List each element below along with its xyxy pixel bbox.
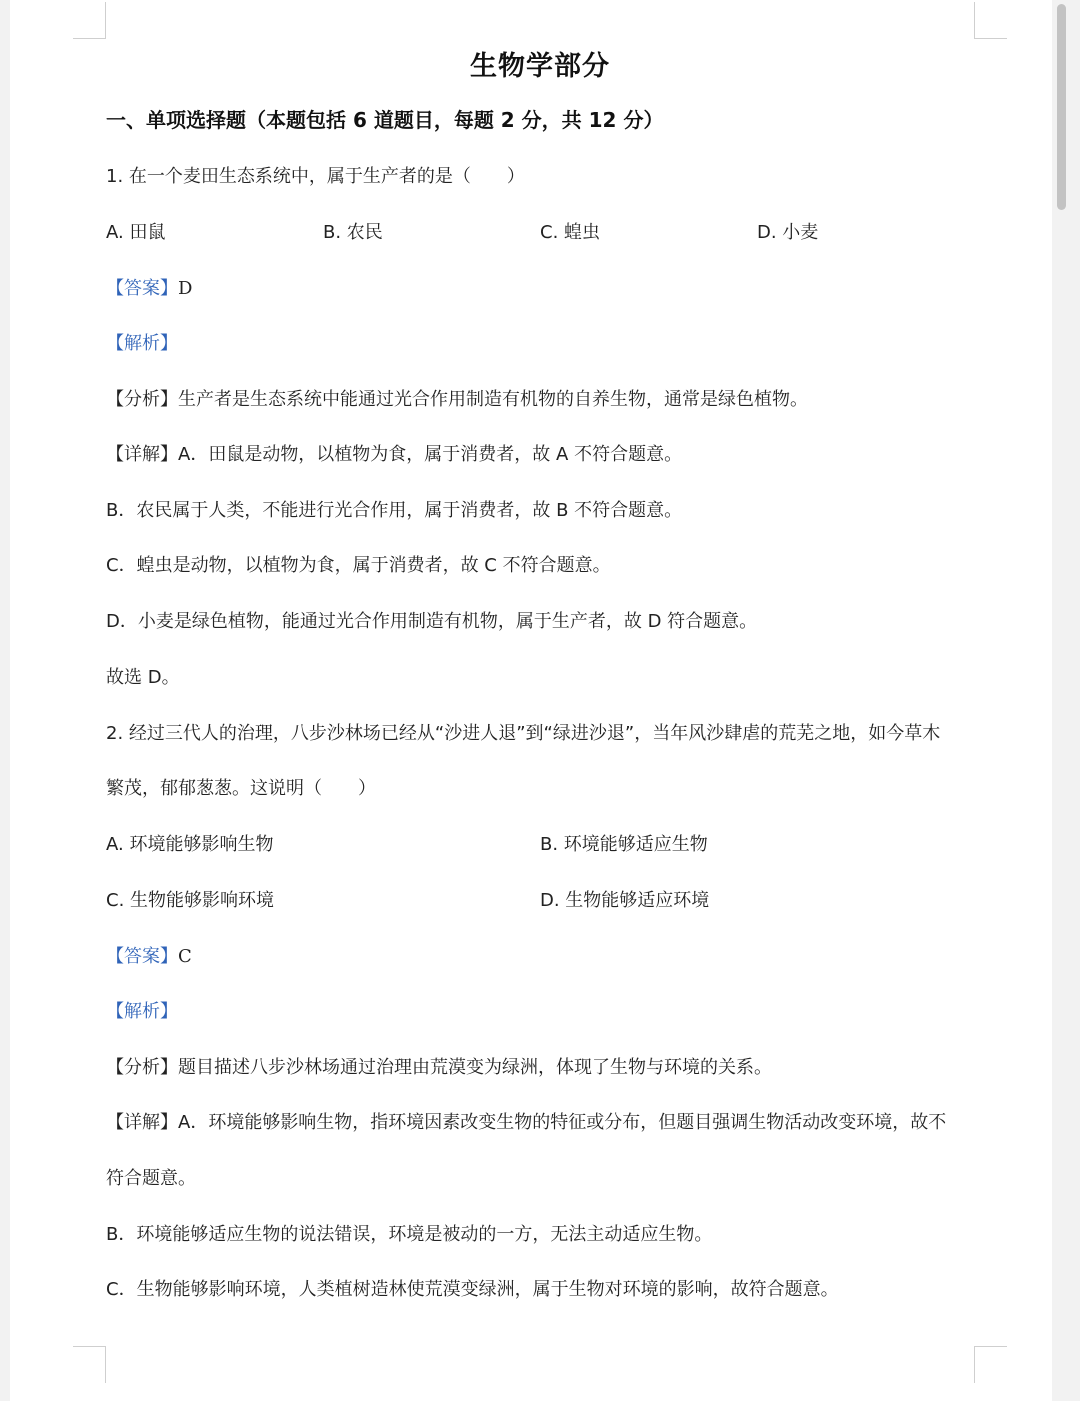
question-1-option-b: B. 农民 (323, 222, 383, 243)
page-corner-mark-top-left (73, 2, 106, 39)
question-1-analysis-tag: 【解析】 (106, 333, 178, 354)
question-1-explanation-line: 【分析】生产者是生态系统中能通过光合作用制造有机物的自养生物，通常是绿色植物。 (106, 389, 808, 410)
question-2-explanation-line: B．环境能够适应生物的说法错误，环境是被动的一方，无法主动适应生物。 (106, 1224, 713, 1245)
question-1-answer (106, 277, 192, 301)
question-1-explanation-line: 【详解】A．田鼠是动物，以植物为食，属于消费者，故 A 不符合题意。 (106, 444, 683, 465)
page-corner-mark-bottom-right (974, 1346, 1007, 1383)
page-corner-mark-bottom-left (73, 1346, 106, 1383)
question-1-explanation-line: B．农民属于人类，不能进行光合作用，属于消费者，故 B 不符合题意。 (106, 500, 683, 521)
question-2-explanation-line: 【分析】题目描述八步沙林场通过治理由荒漠变为绿洲，体现了生物与环境的关系。 (106, 1057, 772, 1078)
question-2-analysis-tag: 【解析】 (106, 1001, 178, 1022)
answer-value: C (178, 946, 192, 967)
question-1-explanation-line: D．小麦是绿色植物，能通过光合作用制造有机物，属于生产者，故 D 符合题意。 (106, 611, 758, 632)
question-1-stem: 1. 在一个麦田生态系统中，属于生产者的是（ ） (106, 166, 525, 187)
question-2-stem: 2. 经过三代人的治理，八步沙林场已经从“沙进人退”到“绿进沙退”，当年风沙肆虐的荒芜之地，如今草木 (106, 723, 941, 744)
page-title: 生物学部分 (470, 51, 610, 82)
question-2-option-c: C. 生物能够影响环境 (106, 890, 275, 911)
question-2-option-a: A. 环境能够影响生物 (106, 834, 274, 855)
question-1-option-a: A. 田鼠 (106, 222, 166, 243)
question-2-answer (106, 945, 192, 969)
question-2-explanation-line: C．生物能够影响环境，人类植树造林使荒漠变绿洲，属于生物对环境的影响，故符合题意。 (106, 1279, 839, 1300)
question-1-option-c: C. 蝗虫 (540, 222, 601, 243)
answer-value: D (178, 278, 193, 299)
answer-tag: 【答案】 (106, 946, 178, 967)
page-corner-mark-top-right (974, 2, 1007, 39)
question-2-stem: 繁茂，郁郁葱葱。这说明（ ） (106, 778, 376, 799)
section-heading: 一、单项选择题（本题包括 6 道题目，每题 2 分，共 12 分） (106, 108, 664, 132)
question-2-explanation-line: 【详解】A．环境能够影响生物，指环境因素改变生物的特征或分布，但题目强调生物活动改变环境，故不 (106, 1112, 947, 1133)
question-2-option-b: B. 环境能够适应生物 (540, 834, 708, 855)
question-2-option-d: D. 生物能够适应环境 (540, 890, 710, 911)
answer-tag: 【答案】 (106, 278, 178, 299)
question-1-explanation-line: 故选 D。 (106, 667, 180, 688)
question-1-option-d: D. 小麦 (757, 222, 819, 243)
question-2-explanation-line: 符合题意。 (106, 1168, 196, 1189)
scrollbar-thumb[interactable] (1057, 4, 1066, 210)
vertical-scrollbar[interactable] (1053, 0, 1080, 1401)
question-1-explanation-line: C．蝗虫是动物，以植物为食，属于消费者，故 C 不符合题意。 (106, 555, 611, 576)
